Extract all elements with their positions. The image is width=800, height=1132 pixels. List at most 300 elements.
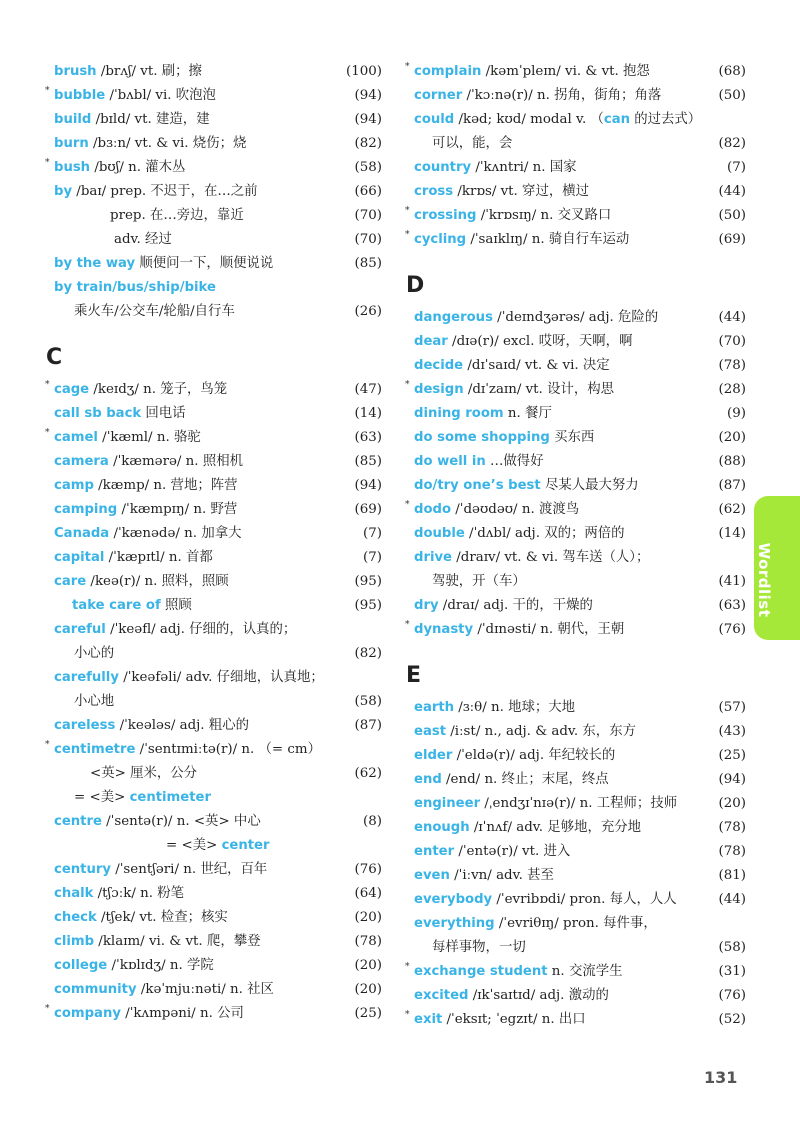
page-reference: (52)	[718, 1012, 746, 1027]
definition: /ɪkˈsaɪtɪd/ adj. 激动的	[468, 988, 609, 1003]
entry-continuation	[46, 594, 382, 618]
page-reference: (78)	[718, 358, 746, 373]
word-entry	[406, 840, 746, 864]
definition: /ˈevribɒdi/ pron. 每人，人人	[492, 892, 677, 907]
definition: <英> 厘米，公分	[90, 766, 198, 781]
word-entry	[46, 546, 382, 570]
word-entry	[46, 450, 382, 474]
page-reference: (7)	[363, 550, 382, 565]
definition: /ˈkæmpɪŋ/ n. 野营	[117, 502, 238, 517]
definition: /ˈkeəfl/ adj. 仔细的，认真的；	[105, 622, 297, 637]
word-entry	[46, 714, 382, 738]
cross-reference-word: can	[603, 112, 630, 127]
page-reference: (63)	[718, 598, 746, 613]
word-entry	[46, 522, 382, 546]
word-entry	[46, 738, 382, 762]
definition: 乘火车/公交车/轮船/自行车	[74, 304, 235, 319]
definition: /dɪˈzaɪn/ vt. 设计，构思	[463, 382, 615, 397]
word-entry	[46, 498, 382, 522]
definition: 小心地	[74, 694, 115, 709]
word-entry	[406, 84, 746, 108]
page-reference: (58)	[354, 694, 382, 709]
headword: excited	[414, 988, 469, 1003]
word-entry	[46, 378, 382, 402]
headword: community	[54, 982, 137, 997]
word-entry	[406, 912, 746, 936]
headword: earth	[414, 700, 455, 715]
page-reference: (20)	[718, 430, 746, 445]
headword: careless	[54, 718, 116, 733]
asterisk-mark: *	[45, 158, 50, 168]
asterisk-mark: *	[405, 230, 410, 240]
headword: take care of	[72, 598, 161, 613]
entry-continuation	[46, 690, 382, 714]
word-entry	[46, 84, 382, 108]
definition: /ˈkʌntri/ n. 国家	[471, 160, 577, 175]
page-reference: (7)	[363, 526, 382, 541]
headword: drive	[414, 550, 453, 565]
headword: bubble	[54, 88, 106, 103]
page-reference: (78)	[718, 844, 746, 859]
asterisk-mark: *	[405, 62, 410, 72]
page-reference: (78)	[354, 934, 382, 949]
page-reference: (20)	[354, 910, 382, 925]
definition: 买东西	[549, 430, 595, 445]
page-reference: (57)	[718, 700, 746, 715]
page-reference: (25)	[354, 1006, 382, 1021]
definition: /baɪ/ prep. 不迟于，在…之前	[72, 184, 258, 199]
cross-reference-word: center	[221, 838, 270, 853]
word-entry	[406, 960, 746, 984]
entry-continuation	[46, 642, 382, 666]
definition: /ˈevriθɪŋ/ pron. 每件事，	[494, 916, 657, 931]
definition: /ˈdəʊdəʊ/ n. 渡渡鸟	[451, 502, 580, 517]
definition: 小心的	[74, 646, 115, 661]
page-reference: (70)	[354, 208, 382, 223]
page-reference: (82)	[718, 136, 746, 151]
definition: /krɒs/ vt. 穿过，横过	[453, 184, 590, 199]
page-reference: (28)	[718, 382, 746, 397]
headword: build	[54, 112, 92, 127]
definition: /bʊʃ/ n. 灌木丛	[90, 160, 186, 175]
definition: /ɪˈnʌf/ adv. 足够地，充分地	[469, 820, 642, 835]
page-reference: (78)	[718, 820, 746, 835]
entry-continuation	[46, 228, 382, 252]
headword: double	[414, 526, 465, 541]
cross-reference-word: centimeter	[129, 790, 211, 805]
word-entry	[406, 744, 746, 768]
word-entry	[46, 180, 382, 204]
headword: cross	[414, 184, 454, 199]
word-entry	[406, 474, 746, 498]
headword: burn	[54, 136, 89, 151]
word-entry	[406, 546, 746, 570]
headword: camping	[54, 502, 118, 517]
page-reference: (58)	[718, 940, 746, 955]
definition: /ˈkæmərə/ n. 照相机	[108, 454, 243, 469]
headword: camp	[54, 478, 94, 493]
page-reference: (94)	[354, 88, 382, 103]
page-reference: (76)	[354, 862, 382, 877]
word-entry	[46, 666, 382, 690]
headword: everybody	[414, 892, 493, 907]
definition: /ɜːθ/ n. 地球；大地	[454, 700, 576, 715]
definition: /brʌʃ/ vt. 刷；擦	[96, 64, 202, 79]
definition: /ˈeksɪt; ˈegzɪt/ n. 出口	[442, 1012, 586, 1027]
headword: camera	[54, 454, 109, 469]
left-column	[46, 60, 382, 1026]
headword: company	[54, 1006, 121, 1021]
asterisk-mark: *	[405, 620, 410, 630]
page-reference: (87)	[354, 718, 382, 733]
word-entry	[406, 768, 746, 792]
section-heading: E	[406, 663, 422, 688]
word-entry	[46, 132, 382, 156]
page-reference: (87)	[718, 478, 746, 493]
headword: even	[414, 868, 450, 883]
entry-continuation	[406, 570, 746, 594]
definition: /dɪə(r)/ excl. 哎呀，天啊，啊	[447, 334, 633, 349]
page-reference: (70)	[354, 232, 382, 247]
page-reference: (64)	[354, 886, 382, 901]
word-entry	[46, 858, 382, 882]
page-reference: (20)	[354, 958, 382, 973]
entry-continuation	[46, 834, 382, 858]
word-entry	[46, 618, 382, 642]
word-entry	[406, 378, 746, 402]
headword: centimetre	[54, 742, 136, 757]
definition: n. 交流学生	[547, 964, 623, 979]
definition: /kæmp/ n. 营地；阵营	[93, 478, 238, 493]
headword: chalk	[54, 886, 94, 901]
headword: brush	[54, 64, 97, 79]
definition-tail: 的过去式）	[629, 112, 702, 127]
word-entry	[406, 498, 746, 522]
definition: /ˌendʒɪˈnɪə(r)/ n. 工程师；技师	[480, 796, 678, 811]
asterisk-mark: *	[45, 380, 50, 390]
definition: /bɜːn/ vt. & vi. 烧伤；烧	[88, 136, 247, 151]
page-reference: (76)	[718, 988, 746, 1003]
page-reference: (100)	[345, 64, 382, 79]
definition: /ˈdeɪndʒərəs/ adj. 危险的	[492, 310, 659, 325]
page-reference: (94)	[354, 112, 382, 127]
definition: 照顾	[160, 598, 192, 613]
headword: exit	[414, 1012, 443, 1027]
headword: Canada	[54, 526, 110, 541]
definition: …做得好	[485, 454, 544, 469]
word-entry	[46, 60, 382, 84]
page-reference: (69)	[718, 232, 746, 247]
page-reference: (44)	[718, 184, 746, 199]
definition: /ˈkeələs/ adj. 粗心的	[115, 718, 249, 733]
definition: /ˈsaɪklɪŋ/ n. 骑自行车运动	[466, 232, 630, 247]
right-column	[406, 60, 746, 1032]
asterisk-mark: *	[405, 380, 410, 390]
word-entry	[406, 108, 746, 132]
definition: /ˈiːvn/ adv. 甚至	[449, 868, 554, 883]
entry-continuation	[46, 786, 382, 810]
asterisk-mark: *	[405, 962, 410, 972]
headword: camel	[54, 430, 98, 445]
word-entry	[406, 180, 746, 204]
word-entry	[46, 426, 382, 450]
definition: /tʃek/ vt. 检查；核实	[96, 910, 228, 925]
page-reference: (85)	[354, 256, 382, 271]
definition: /keɪdʒ/ n. 笼子，鸟笼	[89, 382, 228, 397]
word-entry	[46, 402, 382, 426]
page-reference: (94)	[354, 478, 382, 493]
headword: engineer	[414, 796, 481, 811]
page-reference: (62)	[718, 502, 746, 517]
definition: /dɪˈsaɪd/ vt. & vi. 决定	[463, 358, 610, 373]
word-entry	[406, 354, 746, 378]
page-reference: (44)	[718, 892, 746, 907]
page-reference: (63)	[354, 430, 382, 445]
headword: by the way	[54, 256, 136, 271]
word-entry	[406, 426, 746, 450]
definition: /iːst/ n., adj. & adv. 东，东方	[446, 724, 636, 739]
word-entry	[406, 60, 746, 84]
word-entry	[46, 108, 382, 132]
definition: n. 餐厅	[503, 406, 552, 421]
word-entry	[46, 954, 382, 978]
headword: do/try one’s best	[414, 478, 541, 493]
definition: /ˈsentə(r)/ n. <英> 中心	[101, 814, 261, 829]
word-entry	[406, 228, 746, 252]
page-reference: (85)	[354, 454, 382, 469]
definition: /ˈkɒlɪdʒ/ n. 学院	[107, 958, 214, 973]
headword: end	[414, 772, 442, 787]
definition: /draɪv/ vt. & vi. 驾车送（人）；	[452, 550, 650, 565]
definition: 可以，能，会	[432, 136, 513, 151]
word-entry	[46, 978, 382, 1002]
asterisk-mark: *	[45, 428, 50, 438]
definition: /kəˈmjuːnəti/ n. 社区	[136, 982, 274, 997]
page-reference: (31)	[718, 964, 746, 979]
headword: complain	[414, 64, 482, 79]
page-reference: (7)	[727, 160, 746, 175]
headword: bush	[54, 160, 91, 175]
page-reference: (50)	[718, 208, 746, 223]
headword: by	[54, 184, 73, 199]
word-entry	[406, 864, 746, 888]
headword: country	[414, 160, 472, 175]
definition: /bɪld/ vt. 建造，建	[91, 112, 210, 127]
word-entry	[406, 156, 746, 180]
definition: /ˈentə(r)/ vt. 进入	[454, 844, 571, 859]
entry-continuation	[406, 132, 746, 156]
headword: dear	[414, 334, 448, 349]
definition: /ˈsentʃəri/ n. 世纪，百年	[110, 862, 268, 877]
definition: /ˈdʌbl/ adj. 双的；两倍的	[464, 526, 625, 541]
word-entry	[406, 450, 746, 474]
page-reference: (20)	[718, 796, 746, 811]
word-entry	[406, 1008, 746, 1032]
page-reference: (14)	[718, 526, 746, 541]
definition: /ˈsentɪmiːtə(r)/ n. （= cm）	[135, 742, 321, 757]
headword: capital	[54, 550, 105, 565]
definition: 每样事物，一切	[432, 940, 526, 955]
headword: decide	[414, 358, 464, 373]
page-reference: (82)	[354, 136, 382, 151]
page-reference: (58)	[354, 160, 382, 175]
asterisk-mark: *	[405, 500, 410, 510]
definition: = <美>	[74, 790, 130, 805]
headword: care	[54, 574, 87, 589]
entry-continuation	[46, 300, 382, 324]
asterisk-mark: *	[45, 86, 50, 96]
definition: /ˈkɔːnə(r)/ n. 拐角，街角；角落	[462, 88, 662, 103]
headword: dry	[414, 598, 439, 613]
word-entry	[406, 618, 746, 642]
word-entry	[46, 156, 382, 180]
page-reference: (41)	[718, 574, 746, 589]
definition: /ˈkeəfəli/ adv. 仔细地，认真地；	[118, 670, 324, 685]
definition: /ˈdɪnəsti/ n. 朝代，王朝	[473, 622, 625, 637]
headword: call sb back	[54, 406, 142, 421]
page-reference: (25)	[718, 748, 746, 763]
page-reference: (43)	[718, 724, 746, 739]
definition: /draɪ/ adj. 干的，干燥的	[438, 598, 593, 613]
section-heading: C	[46, 345, 63, 370]
definition: 顺便问一下，顺便说说	[135, 256, 274, 271]
word-entry	[406, 306, 746, 330]
headword: by train/bus/ship/bike	[54, 280, 216, 295]
headword: everything	[414, 916, 495, 931]
page-reference: (95)	[354, 598, 382, 613]
headword: careful	[54, 622, 106, 637]
word-entry	[46, 810, 382, 834]
page-reference: (62)	[354, 766, 382, 781]
word-entry	[406, 402, 746, 426]
word-entry	[46, 474, 382, 498]
page-reference: (14)	[354, 406, 382, 421]
word-entry	[46, 930, 382, 954]
wordlist-tab	[754, 496, 800, 640]
asterisk-mark: *	[405, 1010, 410, 1020]
word-entry	[46, 276, 382, 300]
headword: climb	[54, 934, 95, 949]
word-entry	[406, 696, 746, 720]
headword: carefully	[54, 670, 119, 685]
headword: crossing	[414, 208, 477, 223]
definition: /kəmˈpleɪn/ vi. & vt. 抱怨	[481, 64, 650, 79]
page-reference: (69)	[354, 502, 382, 517]
word-entry	[406, 984, 746, 1008]
definition: /klaɪm/ vi. & vt. 爬，攀登	[94, 934, 261, 949]
word-entry	[46, 570, 382, 594]
definition: /ˈkæpɪtl/ n. 首都	[104, 550, 213, 565]
definition: 驾驶，开（车）	[432, 574, 526, 589]
definition: /tʃɔːk/ n. 粉笔	[93, 886, 185, 901]
word-entry	[406, 816, 746, 840]
definition: /end/ n. 终止；末尾，终点	[441, 772, 609, 787]
word-entry	[406, 720, 746, 744]
asterisk-mark: *	[45, 1004, 50, 1014]
word-entry	[46, 882, 382, 906]
page-reference: (82)	[354, 646, 382, 661]
definition: /kəd; kʊd/ modal v. （	[454, 112, 604, 127]
headword: cycling	[414, 232, 467, 247]
section-heading: D	[406, 273, 425, 298]
page-reference: (66)	[354, 184, 382, 199]
page-reference: (95)	[354, 574, 382, 589]
headword: dangerous	[414, 310, 493, 325]
definition: /ˈbʌbl/ vi. 吹泡泡	[105, 88, 216, 103]
definition: 回电话	[141, 406, 186, 421]
headword: enter	[414, 844, 455, 859]
headword: exchange student	[414, 964, 548, 979]
word-entry	[406, 888, 746, 912]
wordlist-tab-label: Wordlist	[755, 542, 773, 618]
headword: dining room	[414, 406, 504, 421]
definition: = <美>	[166, 838, 222, 853]
word-entry	[406, 204, 746, 228]
page-reference: (9)	[727, 406, 746, 421]
word-entry	[406, 594, 746, 618]
definition: /ˈeldə(r)/ adj. 年纪较长的	[452, 748, 616, 763]
definition: /ˈkænədə/ n. 加拿大	[109, 526, 242, 541]
entry-continuation	[406, 936, 746, 960]
page-reference: (76)	[718, 622, 746, 637]
page-reference: (47)	[354, 382, 382, 397]
headword: century	[54, 862, 111, 877]
headword: check	[54, 910, 97, 925]
definition: prep. 在…旁边，靠近	[110, 208, 244, 223]
page-reference: (44)	[718, 310, 746, 325]
word-entry	[46, 1002, 382, 1026]
headword: do some shopping	[414, 430, 550, 445]
entry-continuation	[46, 762, 382, 786]
headword: corner	[414, 88, 463, 103]
headword: cage	[54, 382, 90, 397]
headword: elder	[414, 748, 453, 763]
headword: college	[54, 958, 108, 973]
page-reference: (8)	[363, 814, 382, 829]
entry-continuation	[46, 204, 382, 228]
page-number: 131	[704, 1068, 738, 1087]
headword: dodo	[414, 502, 451, 517]
asterisk-mark: *	[405, 206, 410, 216]
definition: 尽某人最大努力	[540, 478, 639, 493]
headword: centre	[54, 814, 102, 829]
page-reference: (94)	[718, 772, 746, 787]
word-entry	[406, 330, 746, 354]
page-reference: (88)	[718, 454, 746, 469]
page-reference: (50)	[718, 88, 746, 103]
word-entry	[46, 906, 382, 930]
word-entry	[406, 522, 746, 546]
headword: east	[414, 724, 446, 739]
page-reference: (70)	[718, 334, 746, 349]
headword: do well in	[414, 454, 486, 469]
word-entry	[46, 252, 382, 276]
page-reference: (26)	[354, 304, 382, 319]
definition: /ˈkʌmpəni/ n. 公司	[120, 1006, 244, 1021]
definition: /keə(r)/ n. 照料，照顾	[86, 574, 229, 589]
asterisk-mark: *	[45, 740, 50, 750]
definition: /ˈkrɒsɪŋ/ n. 交叉路口	[476, 208, 612, 223]
headword: dynasty	[414, 622, 474, 637]
page-reference: (68)	[718, 64, 746, 79]
word-entry	[406, 792, 746, 816]
definition: adv. 经过	[114, 232, 172, 247]
headword: enough	[414, 820, 470, 835]
definition: /ˈkæml/ n. 骆驼	[97, 430, 201, 445]
headword: could	[414, 112, 455, 127]
page-reference: (20)	[354, 982, 382, 997]
headword: design	[414, 382, 464, 397]
